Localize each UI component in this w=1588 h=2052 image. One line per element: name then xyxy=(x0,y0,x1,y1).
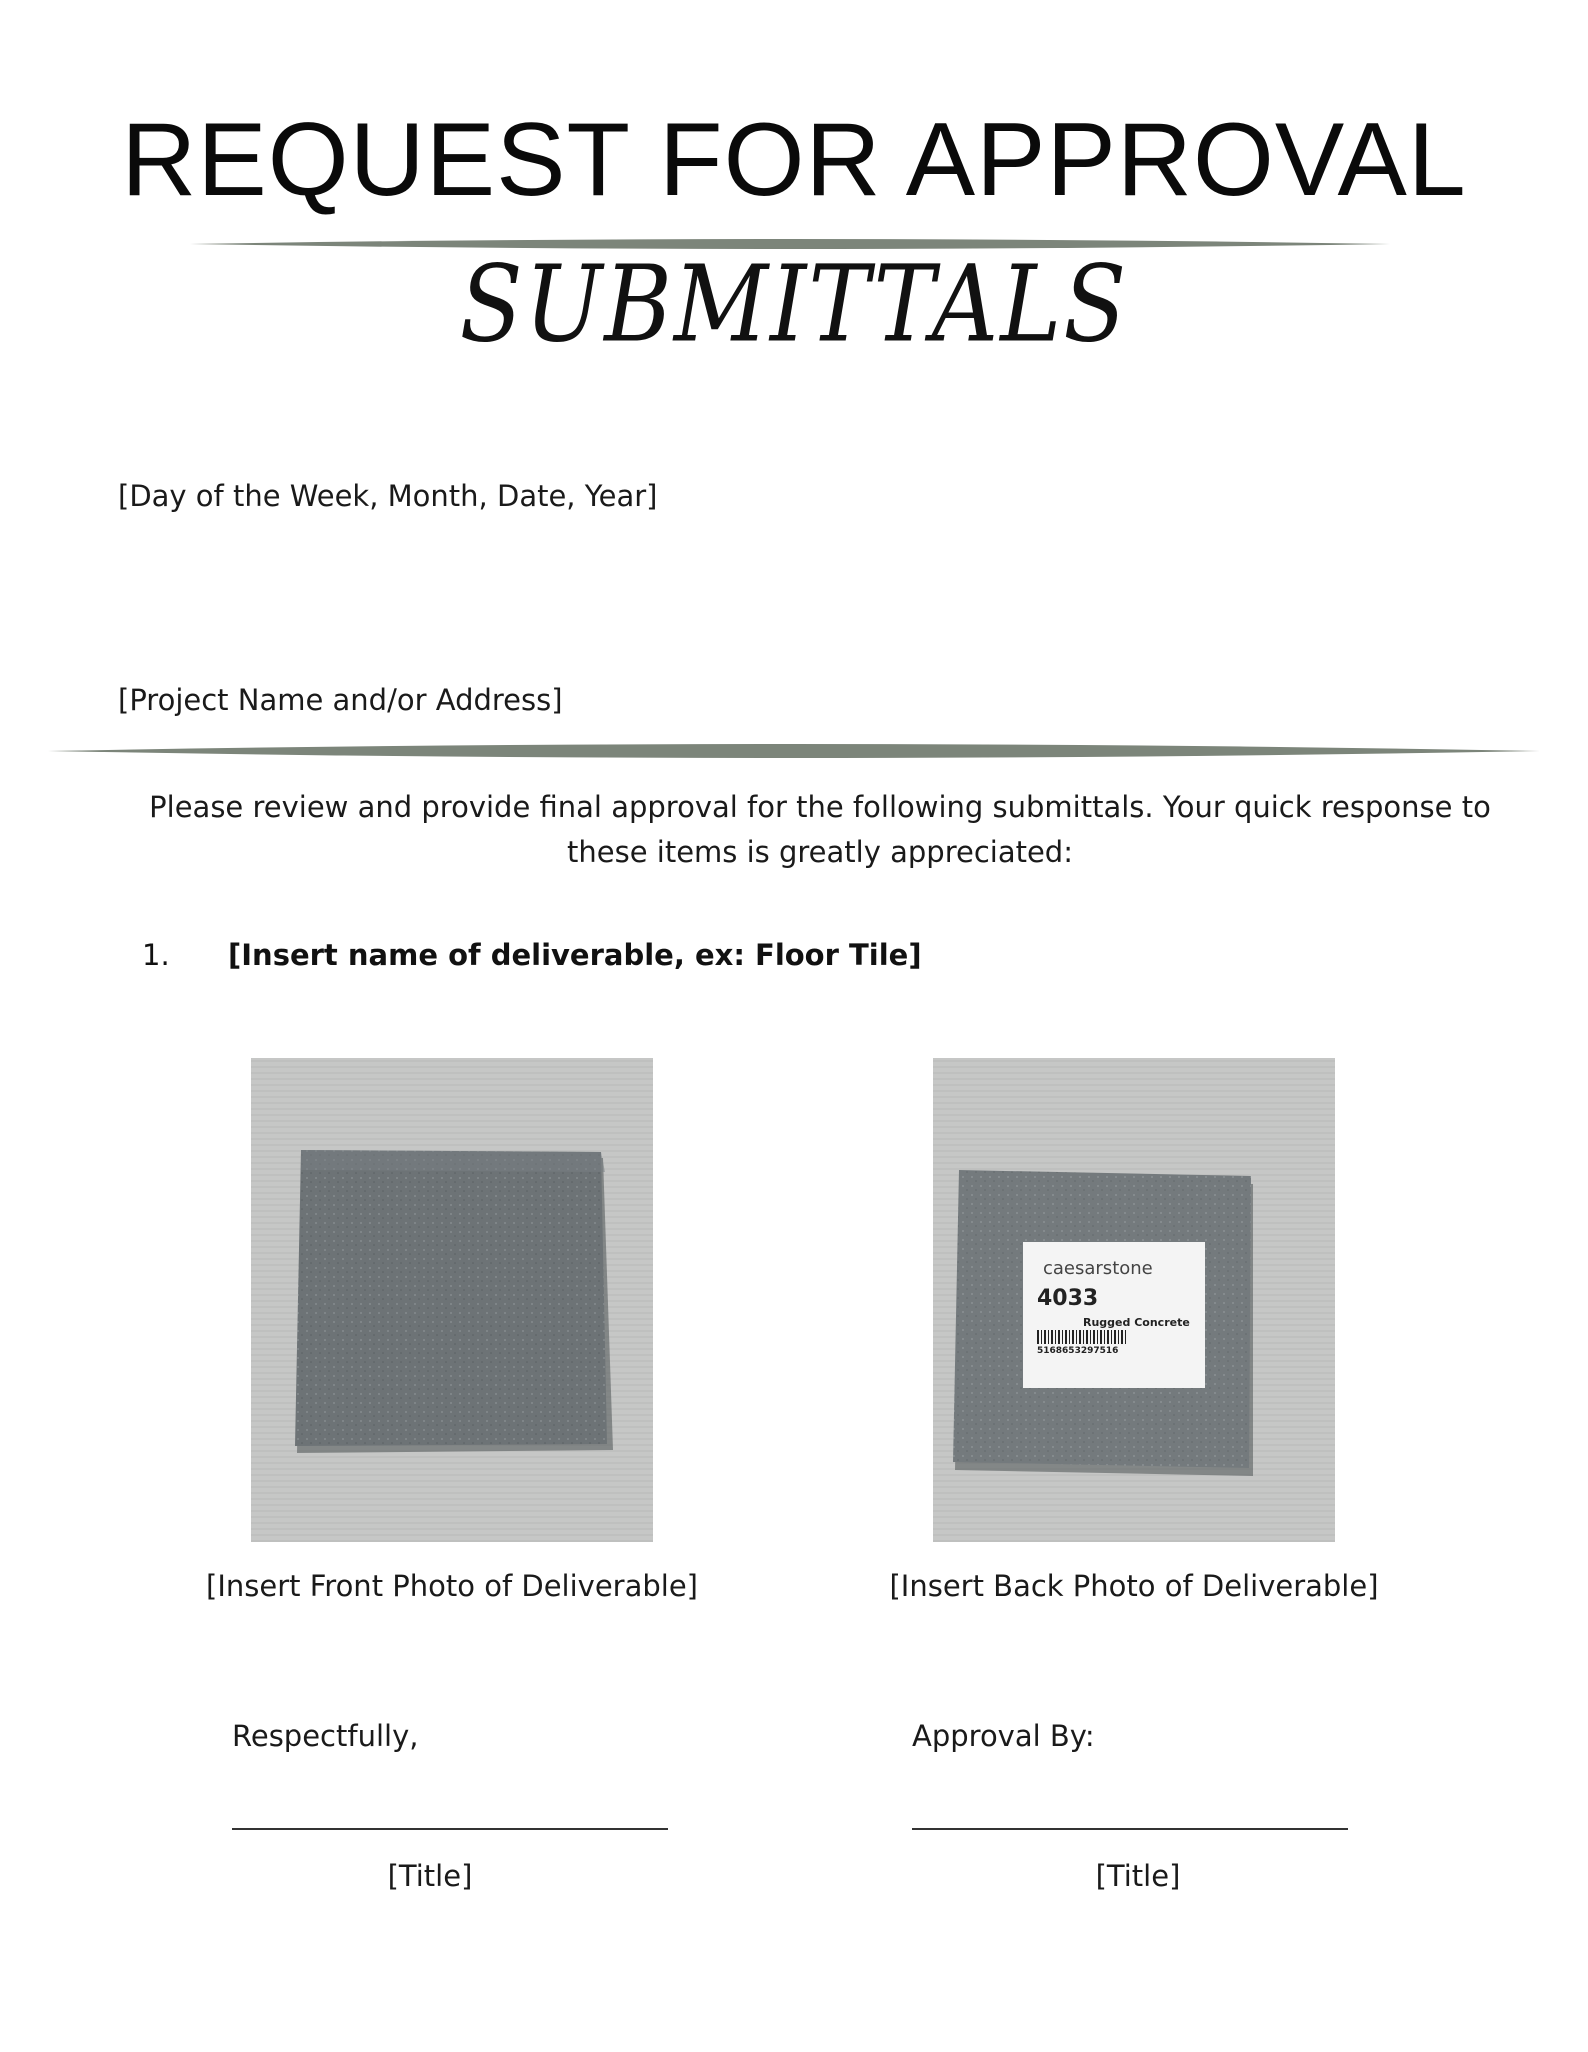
right-signature-line[interactable] xyxy=(912,1828,1348,1830)
label-barcode xyxy=(1037,1330,1127,1344)
project-field[interactable]: [Project Name and/or Address] xyxy=(118,683,563,717)
front-photo[interactable] xyxy=(251,1058,653,1542)
front-photo-caption: [Insert Front Photo of Deliverable] xyxy=(206,1569,698,1603)
date-field[interactable]: [Day of the Week, Month, Date, Year] xyxy=(118,479,658,513)
page-title: REQUEST FOR APPROVAL xyxy=(121,102,1467,218)
label-code: 4033 xyxy=(1037,1286,1099,1311)
left-signature-line[interactable] xyxy=(232,1828,668,1830)
left-title-field[interactable]: [Title] xyxy=(387,1859,473,1893)
section-divider xyxy=(48,741,1540,761)
intro-line-2: these items is greatly appreciated: xyxy=(567,835,1073,869)
deliverable-name[interactable]: [Insert name of deliverable, ex: Floor Tile] xyxy=(228,938,922,972)
respectfully-label: Respectfully, xyxy=(232,1719,419,1753)
item-number: 1. xyxy=(142,938,170,972)
back-photo[interactable] xyxy=(933,1058,1335,1542)
approval-by-label: Approval By: xyxy=(912,1719,1095,1753)
right-title-field[interactable]: [Title] xyxy=(1095,1859,1181,1893)
intro-line-1: Please review and provide final approval for the following submittals. Your quick response to xyxy=(149,790,1491,824)
intro-text xyxy=(120,785,1520,875)
label-brand: caesarstone xyxy=(1043,1258,1153,1279)
label-product: Rugged Concrete xyxy=(1083,1316,1190,1329)
label-barcode-number: 5168653297516 xyxy=(1037,1346,1119,1356)
back-photo-caption: [Insert Back Photo of Deliverable] xyxy=(889,1569,1379,1603)
subtitle-script: SUBMITTALS xyxy=(459,242,1129,366)
